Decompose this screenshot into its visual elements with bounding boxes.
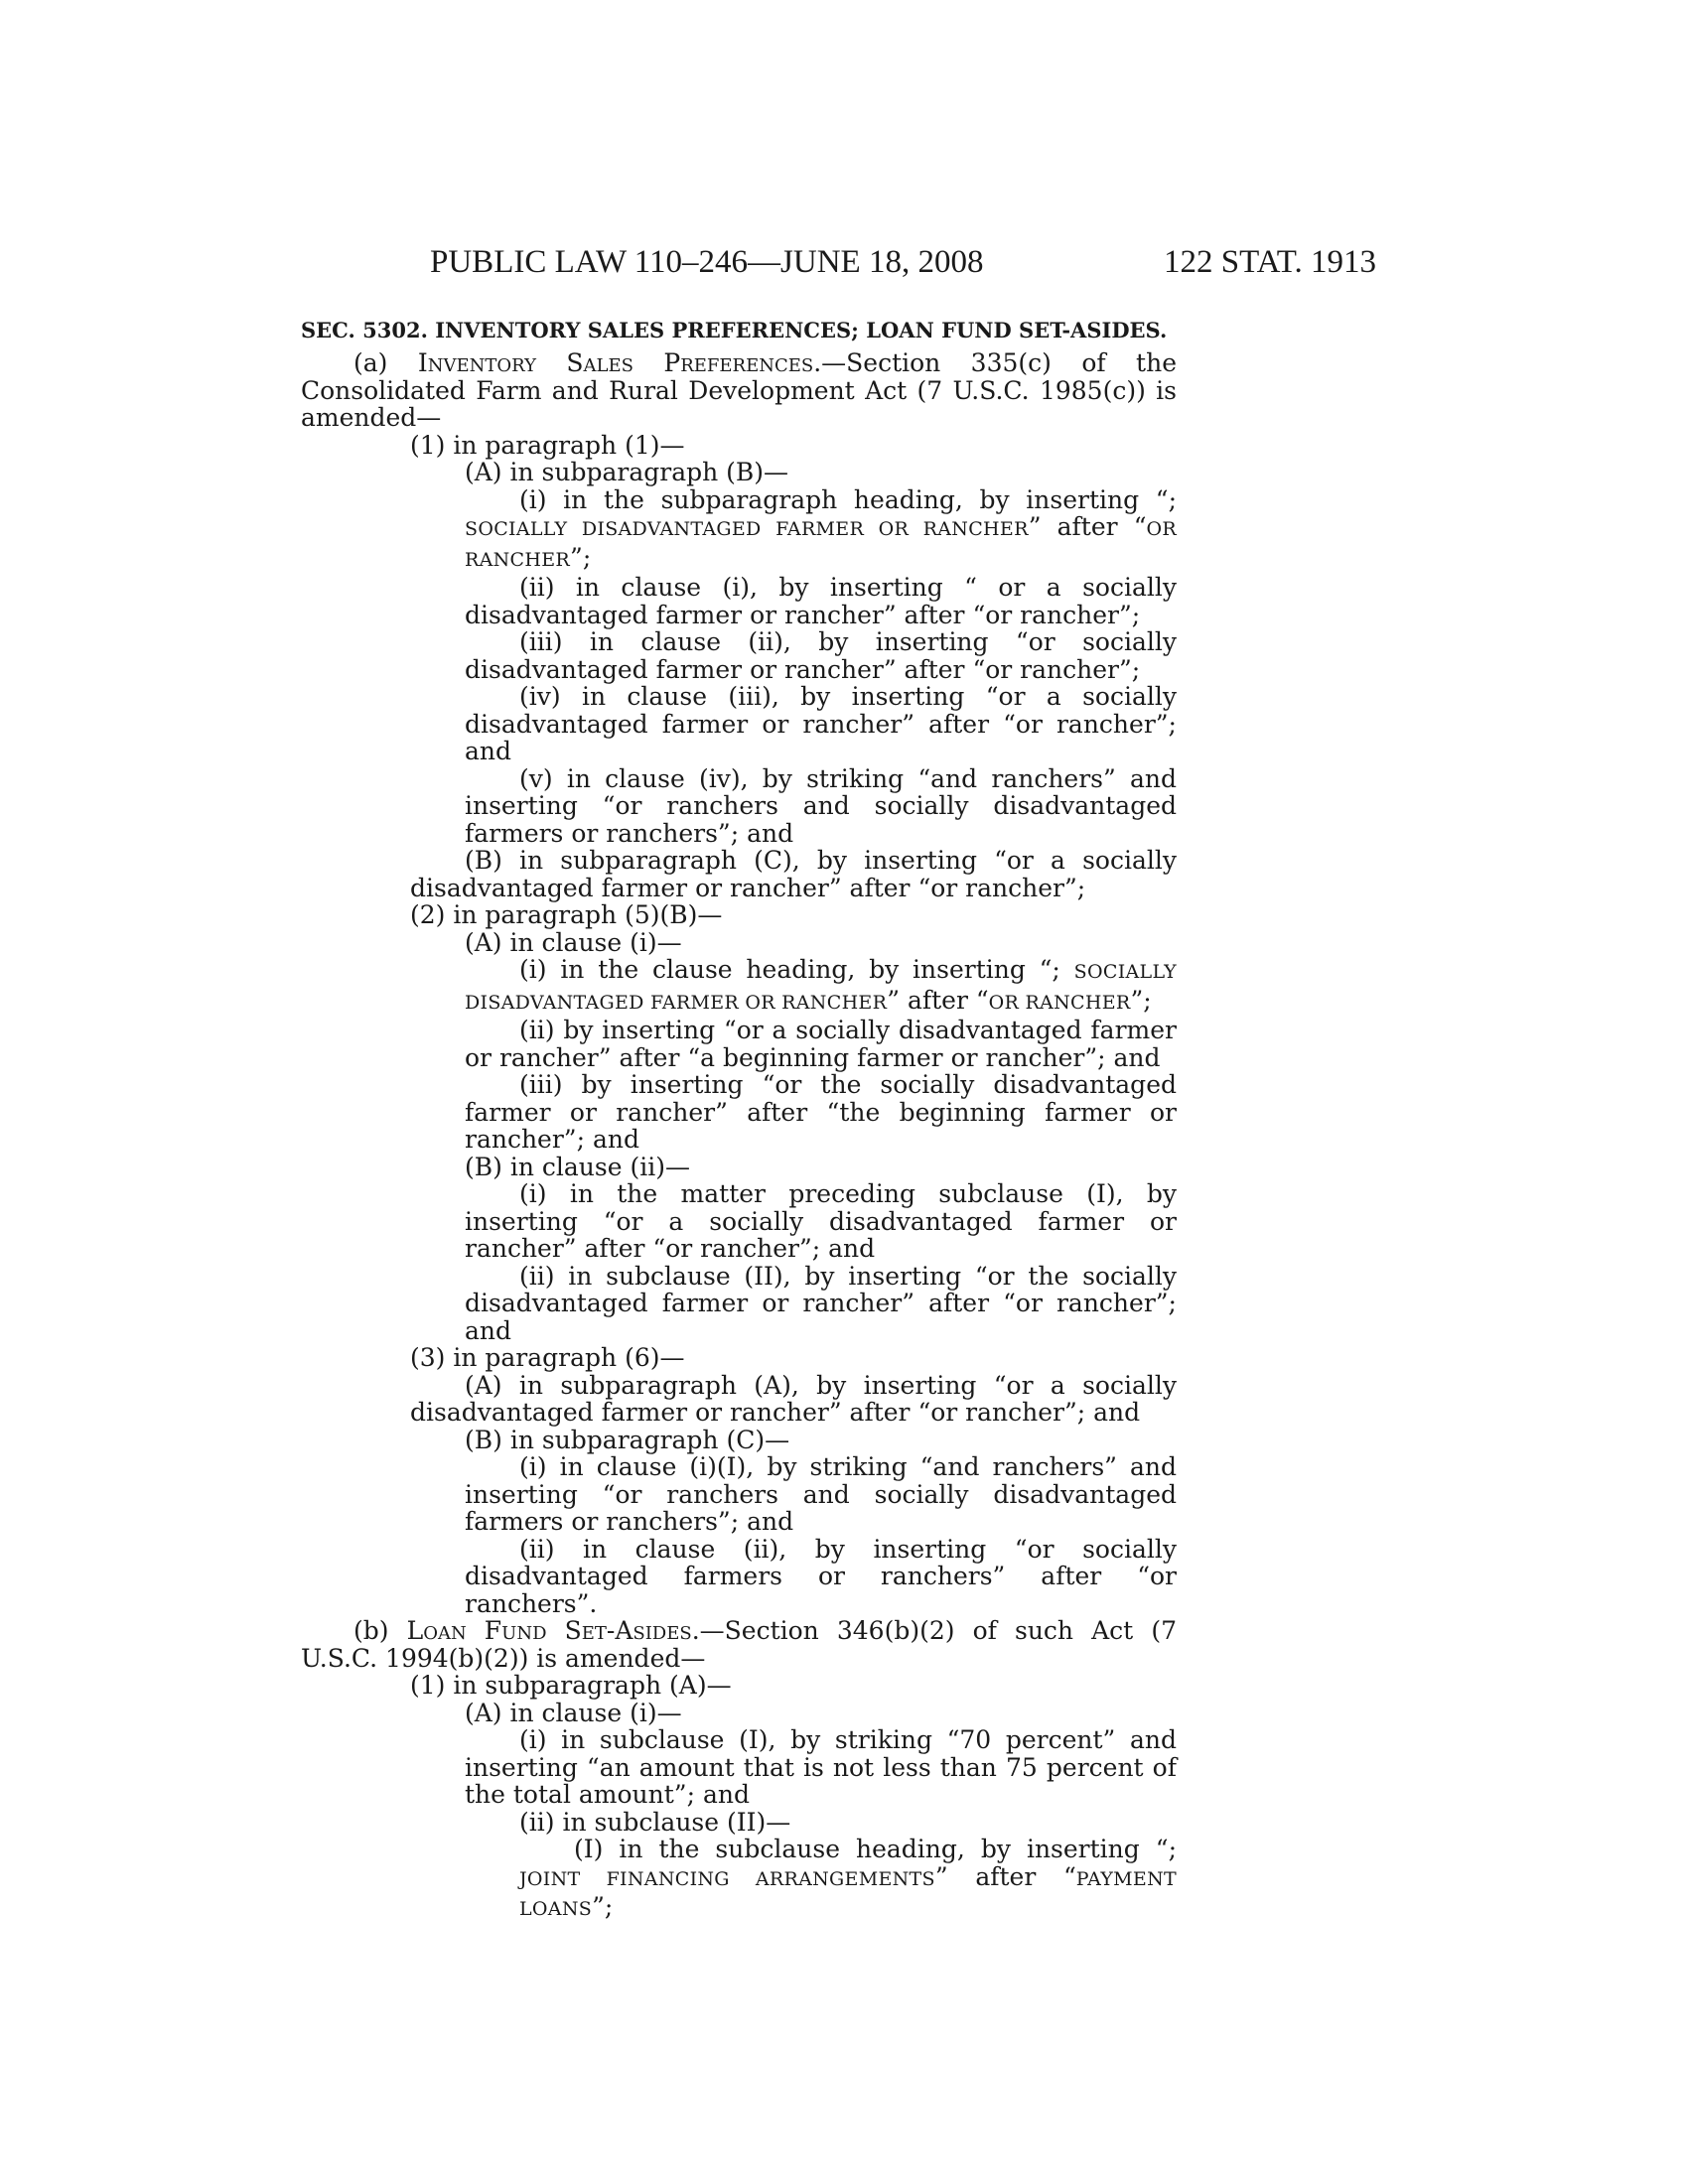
paragraph-item: (1) in paragraph (1)— [410, 430, 685, 460]
paragraph-item: (iii) in clause (ii), by inserting “or socially disadvantaged farmer or rancher” after “or rancher”; [465, 627, 1177, 684]
paragraph-item: (A) in subparagraph (B)— [465, 458, 789, 486]
paragraph-item: (ii) by inserting “or a socially disadvantaged farmer or rancher” after “a beginning farmer or rancher”; and [465, 1016, 1177, 1072]
paragraph-item: (ii) in subclause (II)— [519, 1807, 791, 1837]
paragraph-item: (ii) in subclause (II), by inserting “or the socially disadvantaged farmer or rancher” after “or rancher”; and [465, 1261, 1177, 1345]
subsection-b: (b) Loan Fund Set-Asides.—Section 346(b)(2) of such Act (7 U.S.C. 1994(b)(2)) is amended— [301, 1616, 1177, 1673]
running-head-title: PUBLIC LAW 110–246—JUNE 18, 2008 [430, 244, 984, 280]
subsection-a: (a) Inventory Sales Preferences.—Section 335(c) of the Consolidated Farm and Rural Development Act (7 U.S.C. 1985(c)) is amended— [301, 348, 1177, 432]
paragraph-item: (B) in clause (ii)— [465, 1152, 690, 1181]
paragraph-item: (i) in the matter preceding subclause (I), by inserting “or a socially disadvantaged farmer or rancher” after “or rancher”; and [465, 1179, 1177, 1263]
subsection-a-heading: Inventory Sales Preferences [417, 348, 814, 377]
statute-page-number: 122 STAT. 1913 [1164, 244, 1377, 280]
section-heading: SEC. 5302. INVENTORY SALES PREFERENCES; LOAN FUND SET-ASIDES. [301, 318, 1168, 342]
paragraph-item: (I) in the subclause heading, by inserting “; JOINT FINANCING ARRANGEMENTS” after “PAYMENT LOANS”; [519, 1835, 1177, 1921]
document-body [301, 349, 1177, 1924]
paragraph-item: (ii) in clause (ii), by inserting “or socially disadvantaged farmers or ranchers” after “or ranchers”. [465, 1534, 1177, 1618]
paragraph-item: (1) in subparagraph (A)— [410, 1671, 732, 1700]
paragraph-item: (A) in subparagraph (A), by inserting “or a socially disadvantaged farmer or rancher” after “or rancher”; and [410, 1370, 1177, 1427]
paragraph-item: (i) in subclause (I), by striking “70 percent” and inserting “an amount that is not less than 75 percent of the total amount”; and [465, 1725, 1177, 1809]
paragraph-item: (i) in clause (i)(I), by striking “and ranchers” and inserting “or ranchers and socially disadvantaged farmers or ranchers”; and [465, 1452, 1177, 1536]
paragraph-item: (v) in clause (iv), by striking “and ranchers” and inserting “or ranchers and socially disadvantaged farmers or ranchers”; and [465, 763, 1177, 848]
paragraph-item: (iv) in clause (iii), by inserting “or a socially disadvantaged farmer or rancher” after “or rancher”; and [465, 682, 1177, 765]
paragraph-item: (ii) in clause (i), by inserting “ or a socially disadvantaged farmer or rancher” after “or rancher”; [465, 573, 1177, 629]
paragraph-item: (B) in subparagraph (C)— [465, 1425, 790, 1454]
paragraph-item: (2) in paragraph (5)(B)— [410, 900, 723, 929]
subsection-b-heading: Loan Fund Set-Asides [406, 1616, 692, 1645]
paragraph-item: (iii) by inserting “or the socially disadvantaged farmer or rancher” after “the beginning farmer or rancher”; and [465, 1070, 1177, 1154]
paragraph-item: (A) in clause (i)— [465, 1698, 682, 1727]
paragraph-item: (3) in paragraph (6)— [410, 1343, 685, 1372]
paragraph-item: (B) in subparagraph (C), by inserting “or a socially disadvantaged farmer or rancher” after “or rancher”; [410, 846, 1177, 902]
page-header [0, 244, 1688, 284]
paragraph-item: (i) in the clause heading, by inserting “; SOCIALLY DISADVANTAGED FARMER OR RANCHER” after “OR RANCHER”; [465, 955, 1177, 1015]
paragraph-item: (i) in the subparagraph heading, by inserting “; SOCIALLY DISADVANTAGED FARMER OR RANCHER” after “OR RANCHER”; [465, 484, 1178, 572]
paragraph-item: (A) in clause (i)— [465, 927, 682, 957]
